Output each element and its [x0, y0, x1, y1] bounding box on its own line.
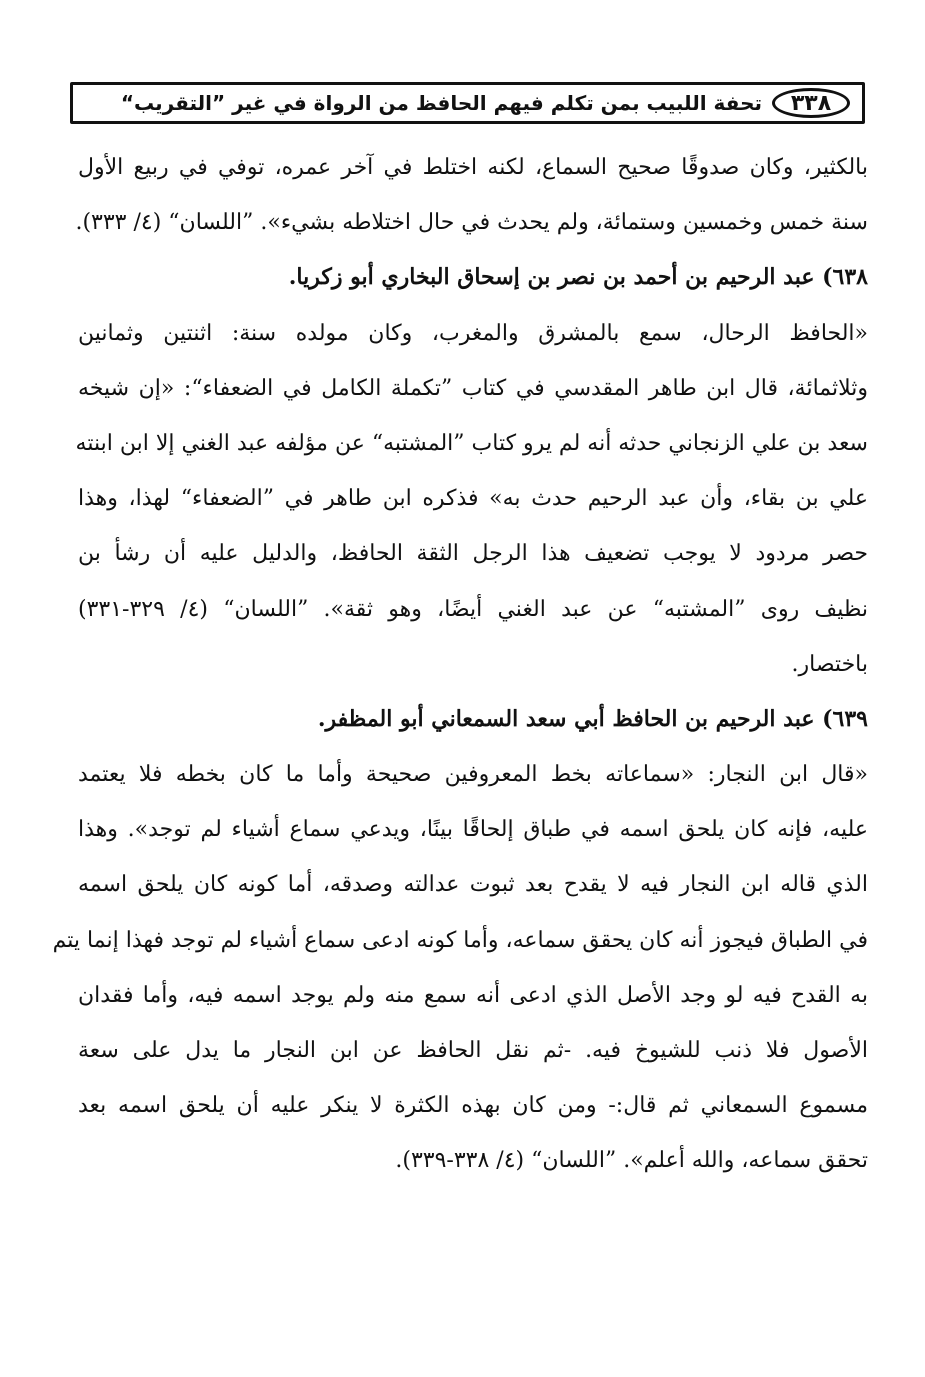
text-line: «قال ابن النجار: «سماعاته بخط المعروفين صحيحة وأما ما كان بخطه فلا يعتمد: [78, 762, 868, 788]
text-line: الأصول فلا ذنب للشيوخ فيه. -ثم نقل الحافظ عن ابن النجار ما يدل على سعة: [78, 1038, 868, 1063]
running-header: [70, 82, 865, 124]
page-number: ٣٣٨: [772, 88, 850, 118]
text-line: «الحافظ الرحال، سمع بالمشرق والمغرب، وكان مولده سنة: اثنتين وثمانين: [78, 320, 868, 346]
text-line: نظيف روى ”المشتبه“ عن عبد الغني أيضًا، وهو ثقة». ”اللسان“ (٤/ ٣٢٩-٣٣١): [78, 596, 869, 622]
page-body: [52, 140, 869, 1189]
text-line: الذي قاله ابن النجار فيه لا يقدح بعد ثبوت عدالته وصدقه، أما كونه كان يلحق اسمه: [78, 872, 868, 898]
entry-heading: ٦٣٨) عبد الرحيم بن أحمد بن نصر بن إسحاق البخاري أبو زكريا.: [288, 264, 868, 291]
text-line: سعد بن علي الزنجاني حدثه أنه لم يرو كتاب ”المشتبه“ عن مؤلفه عبد الغني إلا ابن ابنته: [75, 430, 868, 456]
text-line: حصر مردود لا يوجب تضعيف هذا الرجل الثقة الحافظ، والدليل عليه أن رشأ بن: [78, 541, 868, 567]
text-line: سنة خمس وخمسين وستمائة، ولم يحدث في حال اختلاطه بشيء». ”اللسان“ (٤/ ٣٣٣).: [75, 210, 868, 236]
text-line: به القدح فيه لو وجد الأصل الذي ادعى أنه سمع منه ولم يوجد اسمه فيه، وأما فقدان: [78, 982, 868, 1008]
text-line: في الطباق فيجوز أنه كان يحقق سماعه، وأما كونه ادعى سماع أشياء لم توجد فهذا إنما يتم: [52, 927, 868, 953]
text-line: باختصار.: [791, 651, 868, 677]
text-line: عليه، فإنه كان يلحق اسمه في طباق إلحاقًا بينًا، ويدعي سماع أشياء لم توجد». وهذا: [78, 817, 868, 843]
text-line: وثلاثمائة، قال ابن طاهر المقدسي في كتاب ”تكملة الكامل في الضعفاء“: «إن شيخه: [78, 375, 868, 401]
text-line: تحقق سماعه، والله أعلم». ”اللسان“ (٤/ ٣٣٨-٣٣٩).: [395, 1148, 868, 1174]
text-line: مسموع السمعاني ثم قال:- ومن كان بهذه الكثرة لا ينكر عليه أن يلحق اسمه بعد: [78, 1093, 868, 1119]
text-line: علي بن بقاء، وأن عبد الرحيم حدث به» فذكره ابن طاهر في ”الضعفاء“ لهذا، وهذا: [78, 486, 868, 512]
entry-heading: ٦٣٩) عبد الرحيم بن الحافظ أبي سعد السمعاني أبو المظفر.: [317, 705, 868, 732]
running-title: تحفة اللبيب بمن تكلم فيهم الحافظ من الرواة في غير ”التقريب“: [120, 91, 762, 115]
text-line: بالكثير، وكان صدوقًا صحيح السماع، لكنه اختلط في آخر عمره، توفي في ربيع الأول: [78, 155, 868, 180]
